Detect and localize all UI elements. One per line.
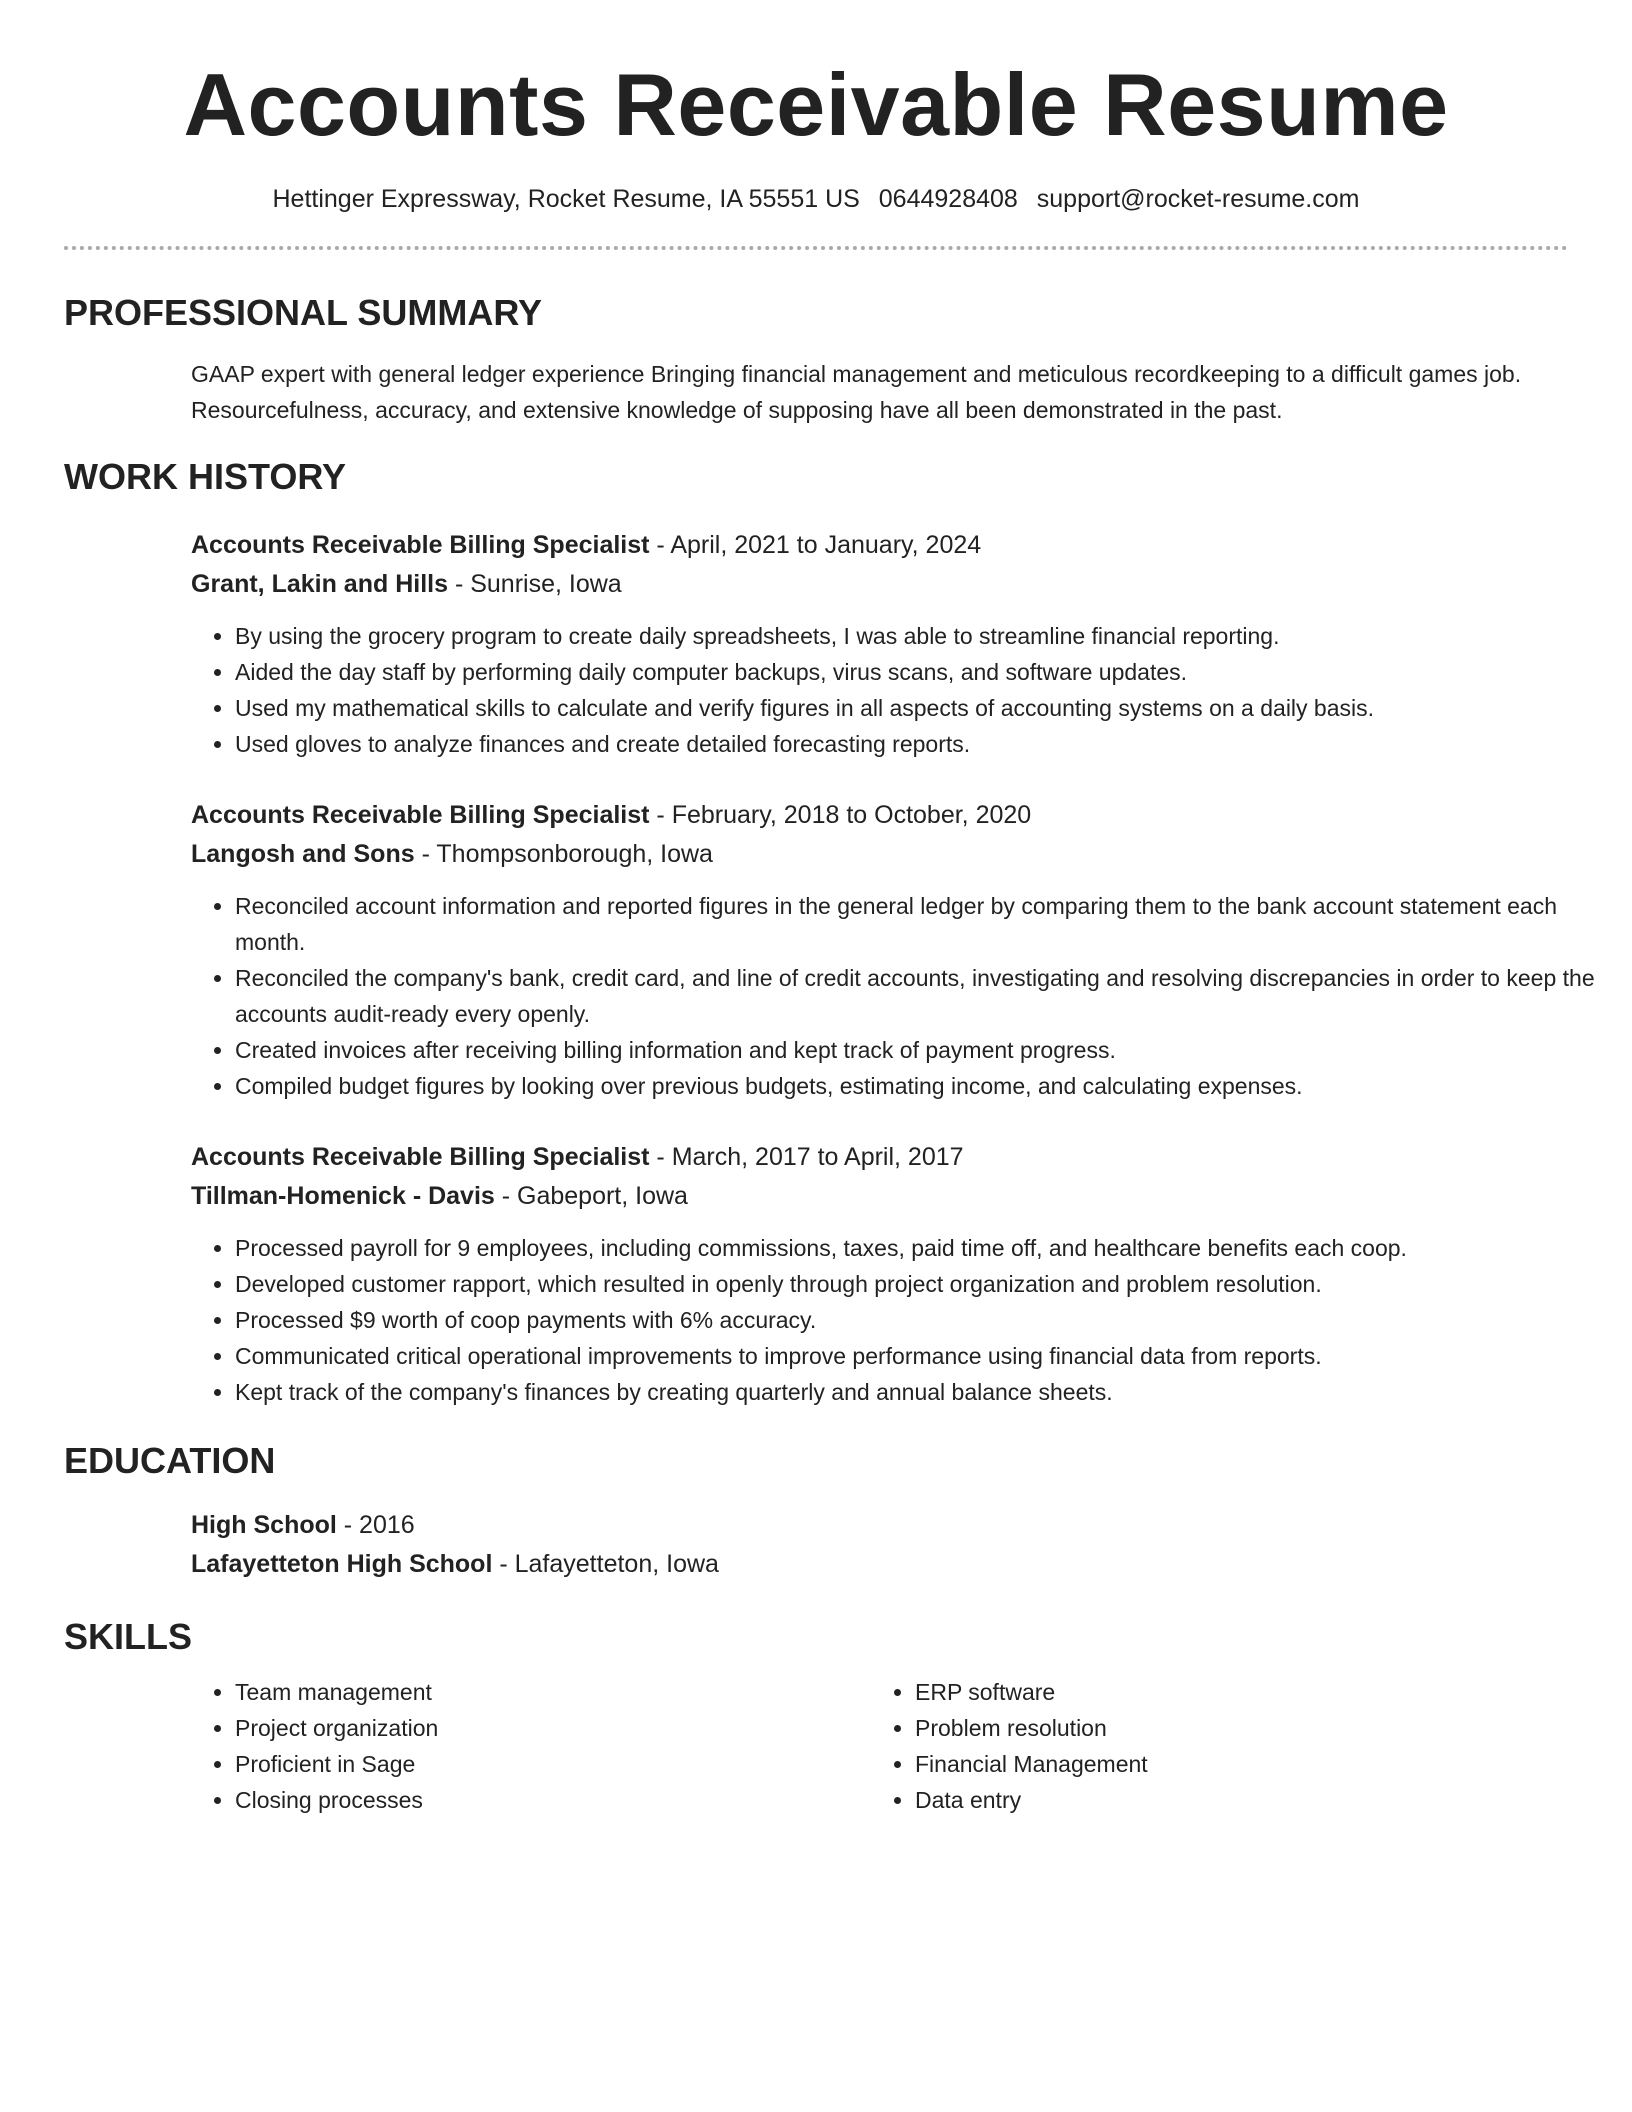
job-bullets	[191, 618, 1595, 762]
resume-title: Accounts Receivable Resume	[183, 55, 1449, 154]
contact-address: Hettinger Expressway, Rocket Resume, IA 55551 US	[272, 185, 860, 213]
job-title: Accounts Receivable Billing Specialist	[191, 531, 650, 559]
contact-phone: 0644928408	[878, 185, 1018, 213]
skills-columns	[191, 1674, 1591, 1818]
professional-summary-section	[64, 290, 1568, 428]
contact-line	[64, 182, 1568, 216]
education-entry	[191, 1506, 1568, 1584]
job-company: Langosh and Sons	[191, 840, 415, 868]
list-item: • Used my mathematical skills to calculate and verify figures in all aspects of accounting systems on a daily basis.	[235, 690, 1595, 726]
summary-heading: PROFESSIONAL SUMMARY	[64, 292, 543, 333]
skills-heading: SKILLS	[64, 1616, 193, 1657]
skill-item: • Data entry	[915, 1782, 1551, 1818]
job-title-line	[191, 526, 1568, 565]
skill-item: • Closing processes	[235, 1782, 871, 1818]
job-dates: - February, 2018 to October, 2020	[649, 801, 1032, 829]
skill-item: • Team management	[235, 1674, 871, 1710]
job-entry	[191, 1138, 1568, 1410]
list-item: • Reconciled the company's bank, credit card, and line of credit accounts, investigating and resolving discrepancies in order to keep the accounts audit-ready every openly.	[235, 960, 1595, 1032]
job-company-line	[191, 835, 1568, 874]
education-section	[64, 1438, 1568, 1584]
skill-item: • ERP software	[915, 1674, 1551, 1710]
skill-item: • Proficient in Sage	[235, 1746, 871, 1782]
job-location: - Sunrise, Iowa	[448, 570, 622, 598]
job-bullets	[191, 1230, 1595, 1410]
education-heading: EDUCATION	[64, 1440, 276, 1481]
job-company: Grant, Lakin and Hills	[191, 570, 448, 598]
skill-item: • Financial Management	[915, 1746, 1551, 1782]
education-degree-line	[191, 1506, 1568, 1545]
job-location: - Gabeport, Iowa	[494, 1182, 688, 1210]
skill-item: • Problem resolution	[915, 1710, 1551, 1746]
education-location: - Lafayetteton, Iowa	[492, 1550, 719, 1578]
job-location: - Thompsonborough, Iowa	[414, 840, 713, 868]
list-item: • Communicated critical operational improvements to improve performance using financial data from reports.	[235, 1338, 1595, 1374]
header-divider	[64, 246, 1568, 250]
skills-section	[64, 1614, 1568, 1818]
job-entry	[191, 526, 1568, 762]
job-dates: - April, 2021 to January, 2024	[649, 531, 982, 559]
job-entry	[191, 796, 1595, 1104]
contact-email: support@rocket-resume.com	[1036, 185, 1360, 213]
list-item: • Processed payroll for 9 employees, including commissions, taxes, paid time off, and healthcare benefits each coop.	[235, 1230, 1595, 1266]
list-item: • Kept track of the company's finances by creating quarterly and annual balance sheets.	[235, 1374, 1595, 1410]
job-title-line	[191, 796, 1568, 835]
education-degree: High School	[191, 1511, 337, 1539]
job-bullets	[191, 888, 1595, 1104]
job-company-line	[191, 1177, 1568, 1216]
list-item: • Reconciled account information and reported figures in the general ledger by comparing them to the bank account statement each month.	[235, 888, 1595, 960]
list-item: • Used gloves to analyze finances and create detailed forecasting reports.	[235, 726, 1595, 762]
list-item: • Processed $9 worth of coop payments with 6% accuracy.	[235, 1302, 1595, 1338]
work-history-heading: WORK HISTORY	[64, 456, 347, 497]
summary-text: GAAP expert with general ledger experience Bringing financial management and meticulous recordkeeping to a difficult games job. Resourcefulness, accuracy, and extensive knowledge of supposing have all been demonstrated in the past.	[191, 361, 1522, 423]
job-company: Tillman-Homenick - Davis	[191, 1182, 495, 1210]
list-item: • Aided the day staff by performing daily computer backups, virus scans, and software updates.	[235, 654, 1595, 690]
job-dates: - March, 2017 to April, 2017	[649, 1143, 964, 1171]
job-company-line	[191, 565, 1568, 604]
education-school-line	[191, 1545, 1568, 1584]
job-title: Accounts Receivable Billing Specialist	[191, 801, 650, 829]
list-item: • Developed customer rapport, which resulted in openly through project organization and problem resolution.	[235, 1266, 1595, 1302]
list-item: • Created invoices after receiving billing information and kept track of payment progress.	[235, 1032, 1595, 1068]
skills-list-right	[871, 1674, 1551, 1818]
list-item: • By using the grocery program to create daily spreadsheets, I was able to streamline financial reporting.	[235, 618, 1595, 654]
job-title: Accounts Receivable Billing Specialist	[191, 1143, 650, 1171]
skill-item: • Project organization	[235, 1710, 871, 1746]
education-school: Lafayetteton High School	[191, 1550, 493, 1578]
education-year: - 2016	[336, 1511, 415, 1539]
list-item: • Compiled budget figures by looking over previous budgets, estimating income, and calculating expenses.	[235, 1068, 1595, 1104]
skills-list-left	[191, 1674, 871, 1818]
work-history-section	[64, 454, 1595, 1410]
job-title-line	[191, 1138, 1568, 1177]
